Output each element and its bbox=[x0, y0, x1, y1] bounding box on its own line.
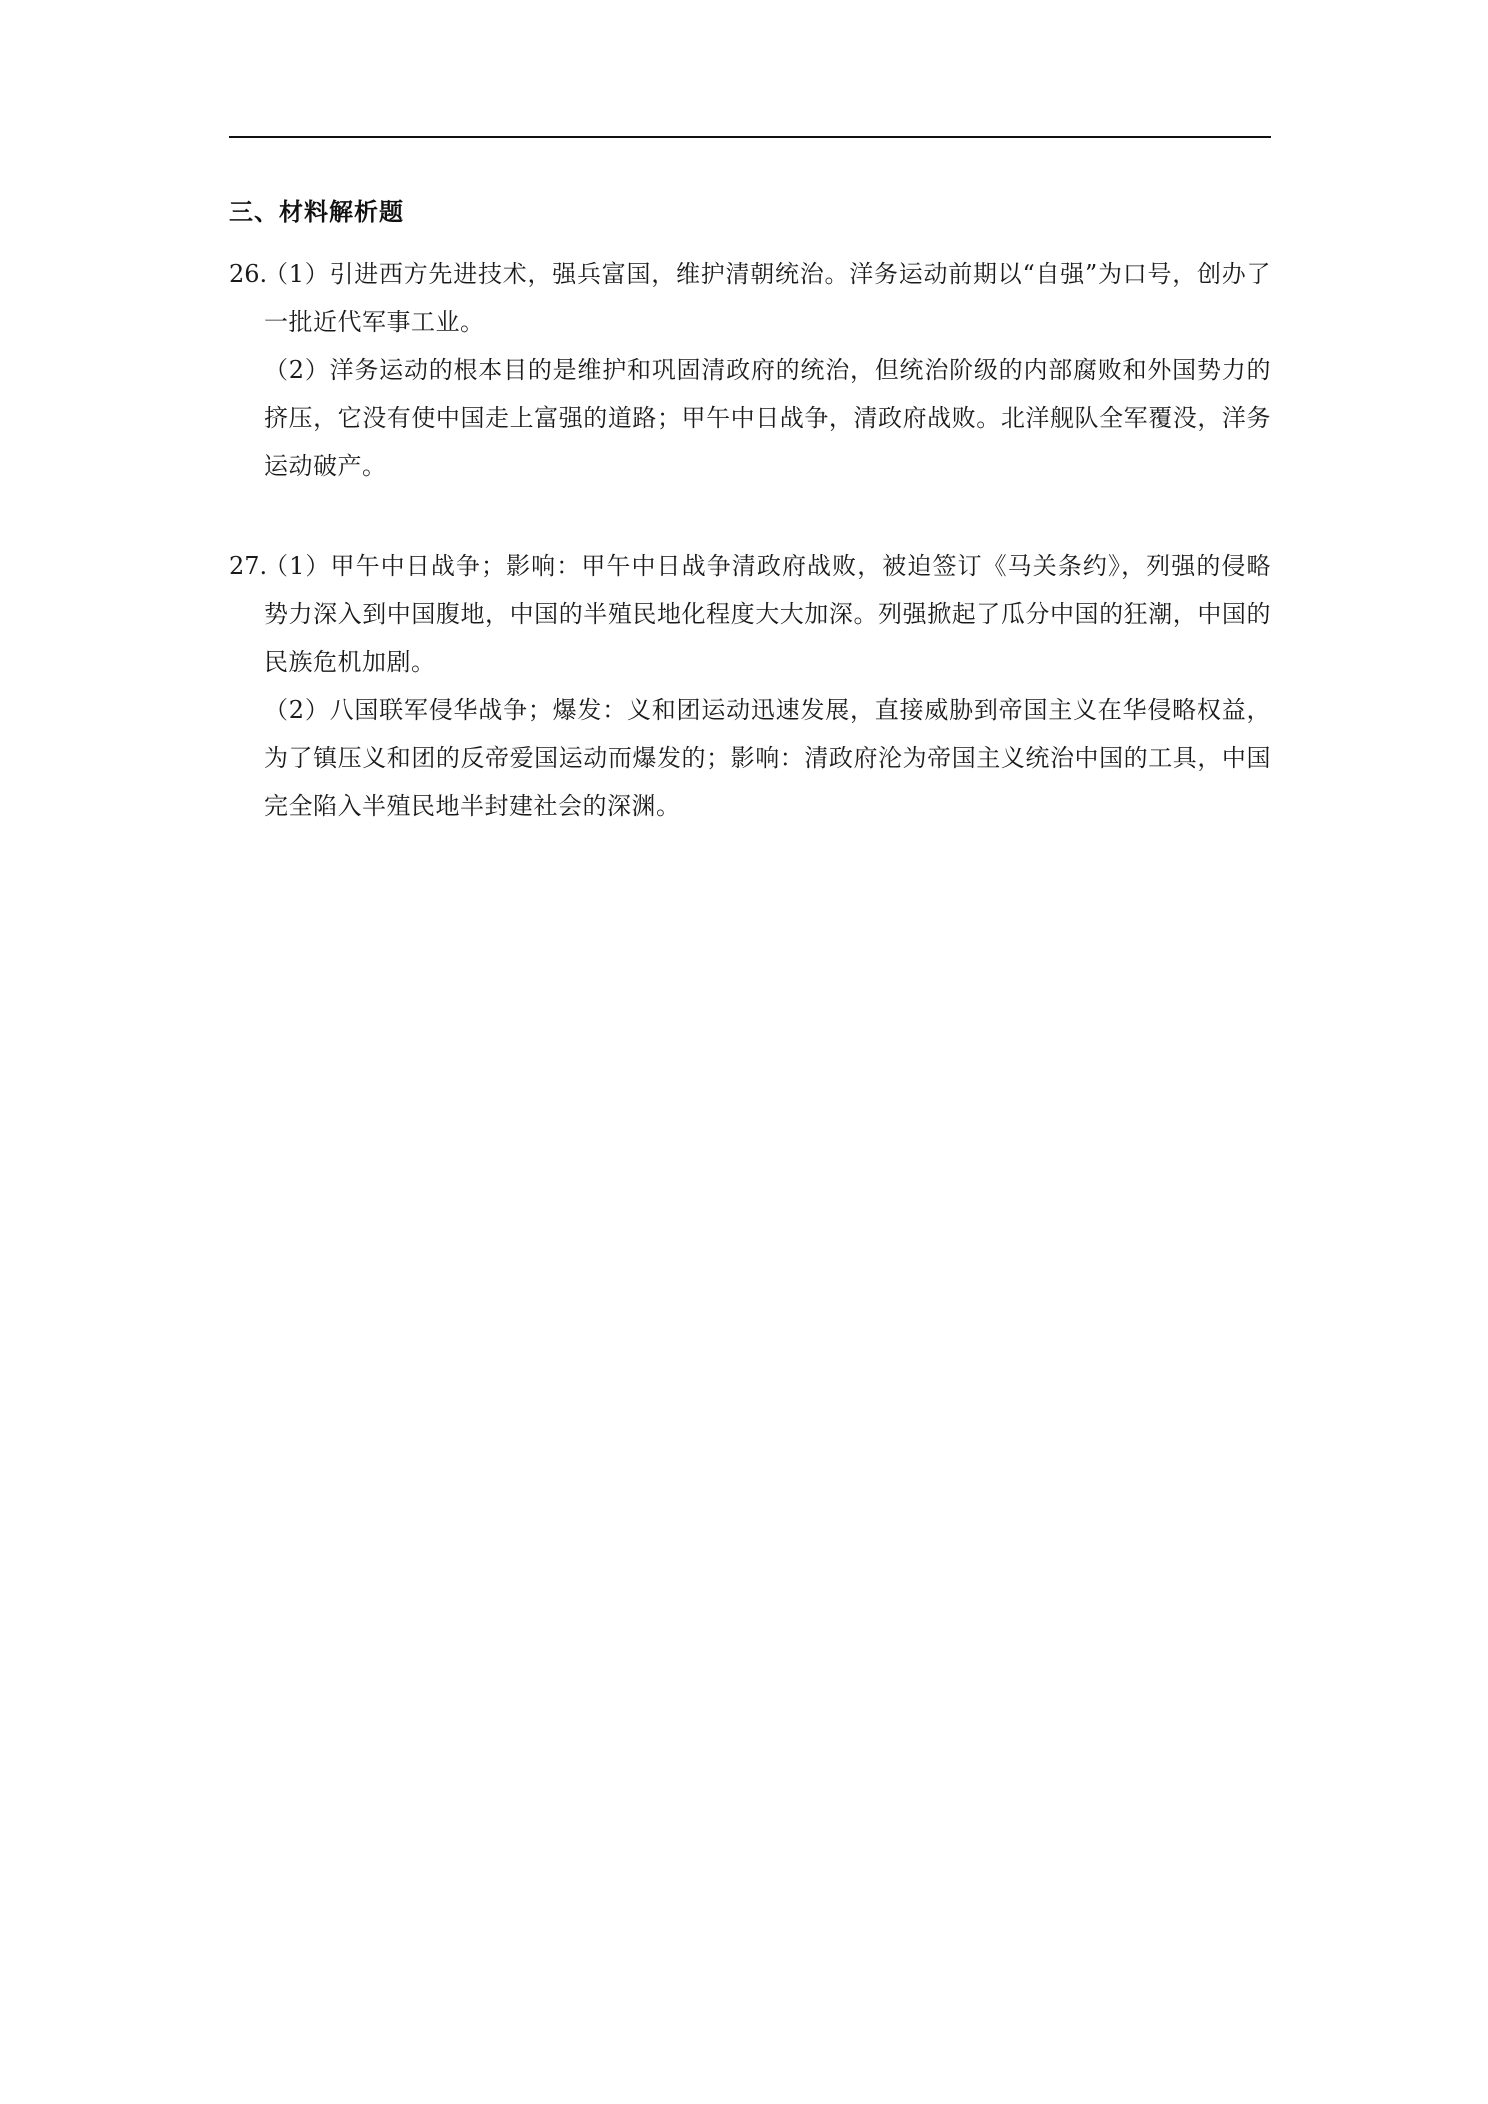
answer-text: （2）八国联军侵华战争；爆发：义和团运动迅速发展，直接威胁到帝国主义在华侵略权益，为了镇压义和团的反帝爱国运动而爆发的；影响：清政府沦为帝国主义统治中国的工具，中国完全陷入半殖民地半封建社会的深渊。 bbox=[264, 696, 1271, 820]
question-part bbox=[229, 346, 1271, 490]
answer-text: （2）洋务运动的根本目的是维护和巩固清政府的统治，但统治阶级的内部腐败和外国势力的挤压，它没有使中国走上富强的道路；甲午中日战争，清政府战败。北洋舰队全军覆没，洋务运动破产。 bbox=[264, 356, 1271, 480]
question-number: 26. bbox=[229, 260, 268, 288]
question-number: 27. bbox=[229, 552, 268, 580]
question-26 bbox=[229, 250, 1271, 490]
answer-text: （1）甲午中日战争；影响：甲午中日战争清政府战败，被迫签订《马关条约》，列强的侵略势力深入到中国腹地，中国的半殖民地化程度大大加深。列强掀起了瓜分中国的狂潮，中国的民族危机加剧。 bbox=[264, 552, 1271, 676]
question-part bbox=[229, 686, 1271, 830]
section-heading: 三、材料解析题 bbox=[229, 198, 404, 226]
answer-text: （1）引进西方先进技术，强兵富国，维护清朝统治。洋务运动前期以“自强”为口号，创办了一批近代军事工业。 bbox=[264, 260, 1271, 336]
header-rule bbox=[229, 136, 1271, 138]
question-part bbox=[229, 542, 1271, 686]
question-part bbox=[229, 250, 1271, 346]
question-27 bbox=[229, 542, 1271, 830]
